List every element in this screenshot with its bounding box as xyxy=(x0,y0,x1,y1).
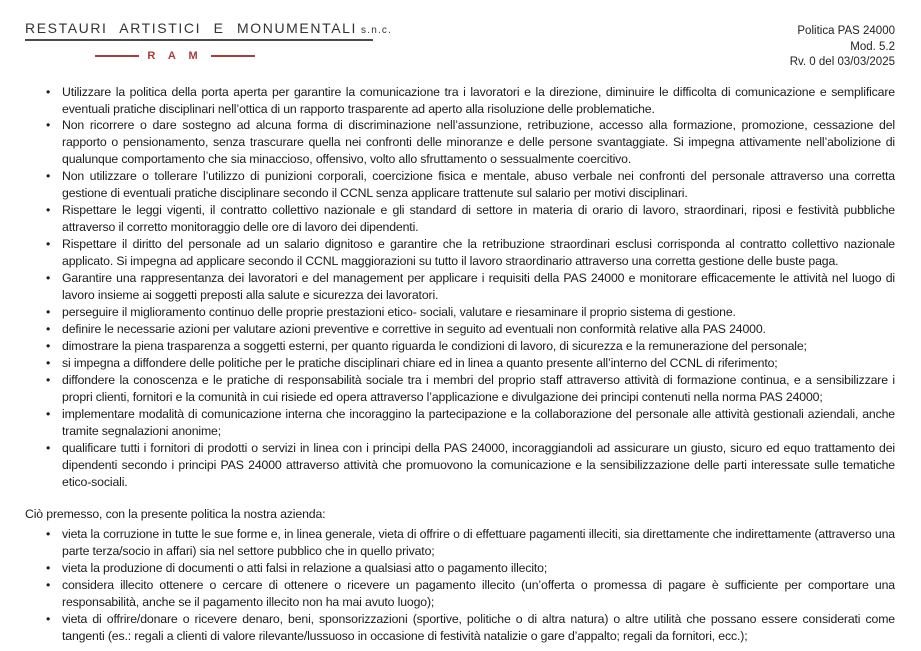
anticorruption-list xyxy=(25,526,895,645)
company-suffix: s.n.c. xyxy=(361,25,393,36)
policy-bullet: • Utilizzare la politica della porta aperta per garantire la comunicazione tra i lavoratori e la direzione, diminuire le difficolta di comunicazione e semplificare eventuali pratiche disciplinari nell’ottica di un rapporto trasparente ad aperto alla risoluzione delle problematiche. xyxy=(62,84,895,118)
ram-monogram xyxy=(25,50,325,62)
policy-bullet: • qualificare tutti i fornitori di prodotti o servizi in linea con i principi della PAS 24000, incoraggiandoli ad assicurare un giusto, sicuro ed equo trattamento dei dipendenti secondo i principi PAS 24000 attraverso attività che promuovono la comunicazione e la sensibilizzazione delle parti interessate sulle tematiche etico-sociali. xyxy=(62,440,895,491)
policy-bullet: • Rispettare il diritto del personale ad un salario dignitoso e garantire che la retribuzione straordinari esclusi corrisponda al contratto collettivo nazionale applicato. Si impegna ad applicare secondo il CCNL maggiorazioni su tutto il lavoro straordinario attraverso una corretta gestione delle buste paga. xyxy=(62,236,895,270)
policy-bullet: • vieta la produzione di documenti o atti falsi in relazione a qualsiasi atto o pagamento illecito; xyxy=(62,560,895,577)
document-body xyxy=(25,84,895,645)
document-header xyxy=(25,20,895,71)
policy-bullet: • definire le necessarie azioni per valutare azioni preventive e correttive in seguito ad eventuali non conformità relative alla PAS 24000. xyxy=(62,321,895,338)
closing-intro-line: Ciò premesso, con la presente politica la nostra azienda: xyxy=(25,506,326,521)
policy-bullet: • Rispettare le leggi vigenti, il contratto collettivo nazionale e gli standard di settore in materia di orario di lavoro, straordinari, riposi e festività pubbliche attraverso il corretto monitoraggio delle ore di lavoro dei dipendenti. xyxy=(62,202,895,236)
company-logo xyxy=(25,20,393,62)
policy-bullet: • diffondere la conoscenza e le pratiche di responsabilità sociale tra i membri del proprio staff attraverso attività di formazione continua, e a sensibilizzare i propri clienti, fornitori e la comunità in cui risiede ed opera attraverso l’applicazione e divulgazione dei principi contenuti nella norma PAS 24000; xyxy=(62,372,895,406)
document-title: Politica PAS 24000 xyxy=(797,25,895,37)
policy-bullet: • vieta la corruzione in tutte le sue forme e, in linea generale, vieta di offrire o di effettuare pagamenti illeciti, sia direttamente che indirettamente (attraverso una parte terza/socio in affari) sia nel settore pubblico che in quello privato; xyxy=(62,526,895,560)
policy-bullet: • considera illecito ottenere o cercare di ottenere o ricevere un pagamento illecito (un’offerta o promessa di pagare è sufficiente per comportare una responsabilità, anche se il pagamento illecito non ha mai avuto luogo); xyxy=(62,577,895,611)
policy-bullet: • si impegna a diffondere delle politiche per le pratiche disciplinari chiare ed in linea a quanto presente all’interno del CCNL di riferimento; xyxy=(62,355,895,372)
policy-bullet: • vieta di offrire/donare o ricevere denaro, beni, sponsorizzazioni (sportive, politiche o di altra natura) o altre utilità che possano essere considerati come tangenti (es.: regali a clienti di valore rilevante/lussuoso in occasione di festività natalizie o gare d’appalto; regali da fornitori, ecc.); xyxy=(62,611,895,645)
policy-bullet: • dimostrare la piena trasparenza a soggetti esterni, per quanto riguarda le condizioni di lavoro, di sicurezza e la remunerazione del personale; xyxy=(62,338,895,355)
policy-bullet: • Non ricorrere o dare sostegno ad alcuna forma di discriminazione nell’assunzione, retribuzione, accesso alla formazione, promozione, cessazione del rapporto o pensionamento, senza trascurare quella nei confronti delle minoranze e delle persone svantaggiate. Si impegna attivamente nell’abolizione di qualunque comportamento che sia minaccioso, offensivo, volto allo sfruttamento o sessualmente coercitivo. xyxy=(62,117,895,168)
policy-bullet: • Garantire una rappresentanza dei lavoratori e del management per applicare i requisiti della PAS 24000 e monitorare efficacemente le attività nel luogo di lavoro insieme ai soggetti preposti alla salute e sicurezza dei lavoratori. xyxy=(62,270,895,304)
ram-right-rule xyxy=(211,55,255,57)
policy-bullet: • Non utilizzare o tollerare l’utilizzo di punizioni corporali, coercizione fisica e mentale, abuso verbale nei confronti del personale attraverso una corretta gestione di eventuali pratiche disciplinare secondo il CCNL senza applicare trattenute sul salario per motivi disciplinari. xyxy=(62,168,895,202)
document-mod: Mod. 5.2 xyxy=(850,40,895,53)
ram-acronym: R A M xyxy=(147,50,203,62)
policy-bullet: • implementare modalità di comunicazione interna che incoraggino la partecipazione e la collaborazione del personale alle attività gestionali aziendali, anche tramite segnalazioni anonime; xyxy=(62,406,895,440)
policy-commitments-list xyxy=(25,84,895,491)
document-revision: Rv. 0 del 03/03/2025 xyxy=(789,56,895,69)
policy-bullet: • perseguire il miglioramento continuo delle proprie prestazioni etico- sociali, valutare e riesaminare il proprio sistema di gestione. xyxy=(62,304,895,321)
ram-left-rule xyxy=(95,55,139,57)
company-name: RESTAURI ARTISTICI E MONUMENTALI xyxy=(25,20,358,36)
company-name-row xyxy=(25,20,393,41)
document-info-block xyxy=(790,20,895,71)
